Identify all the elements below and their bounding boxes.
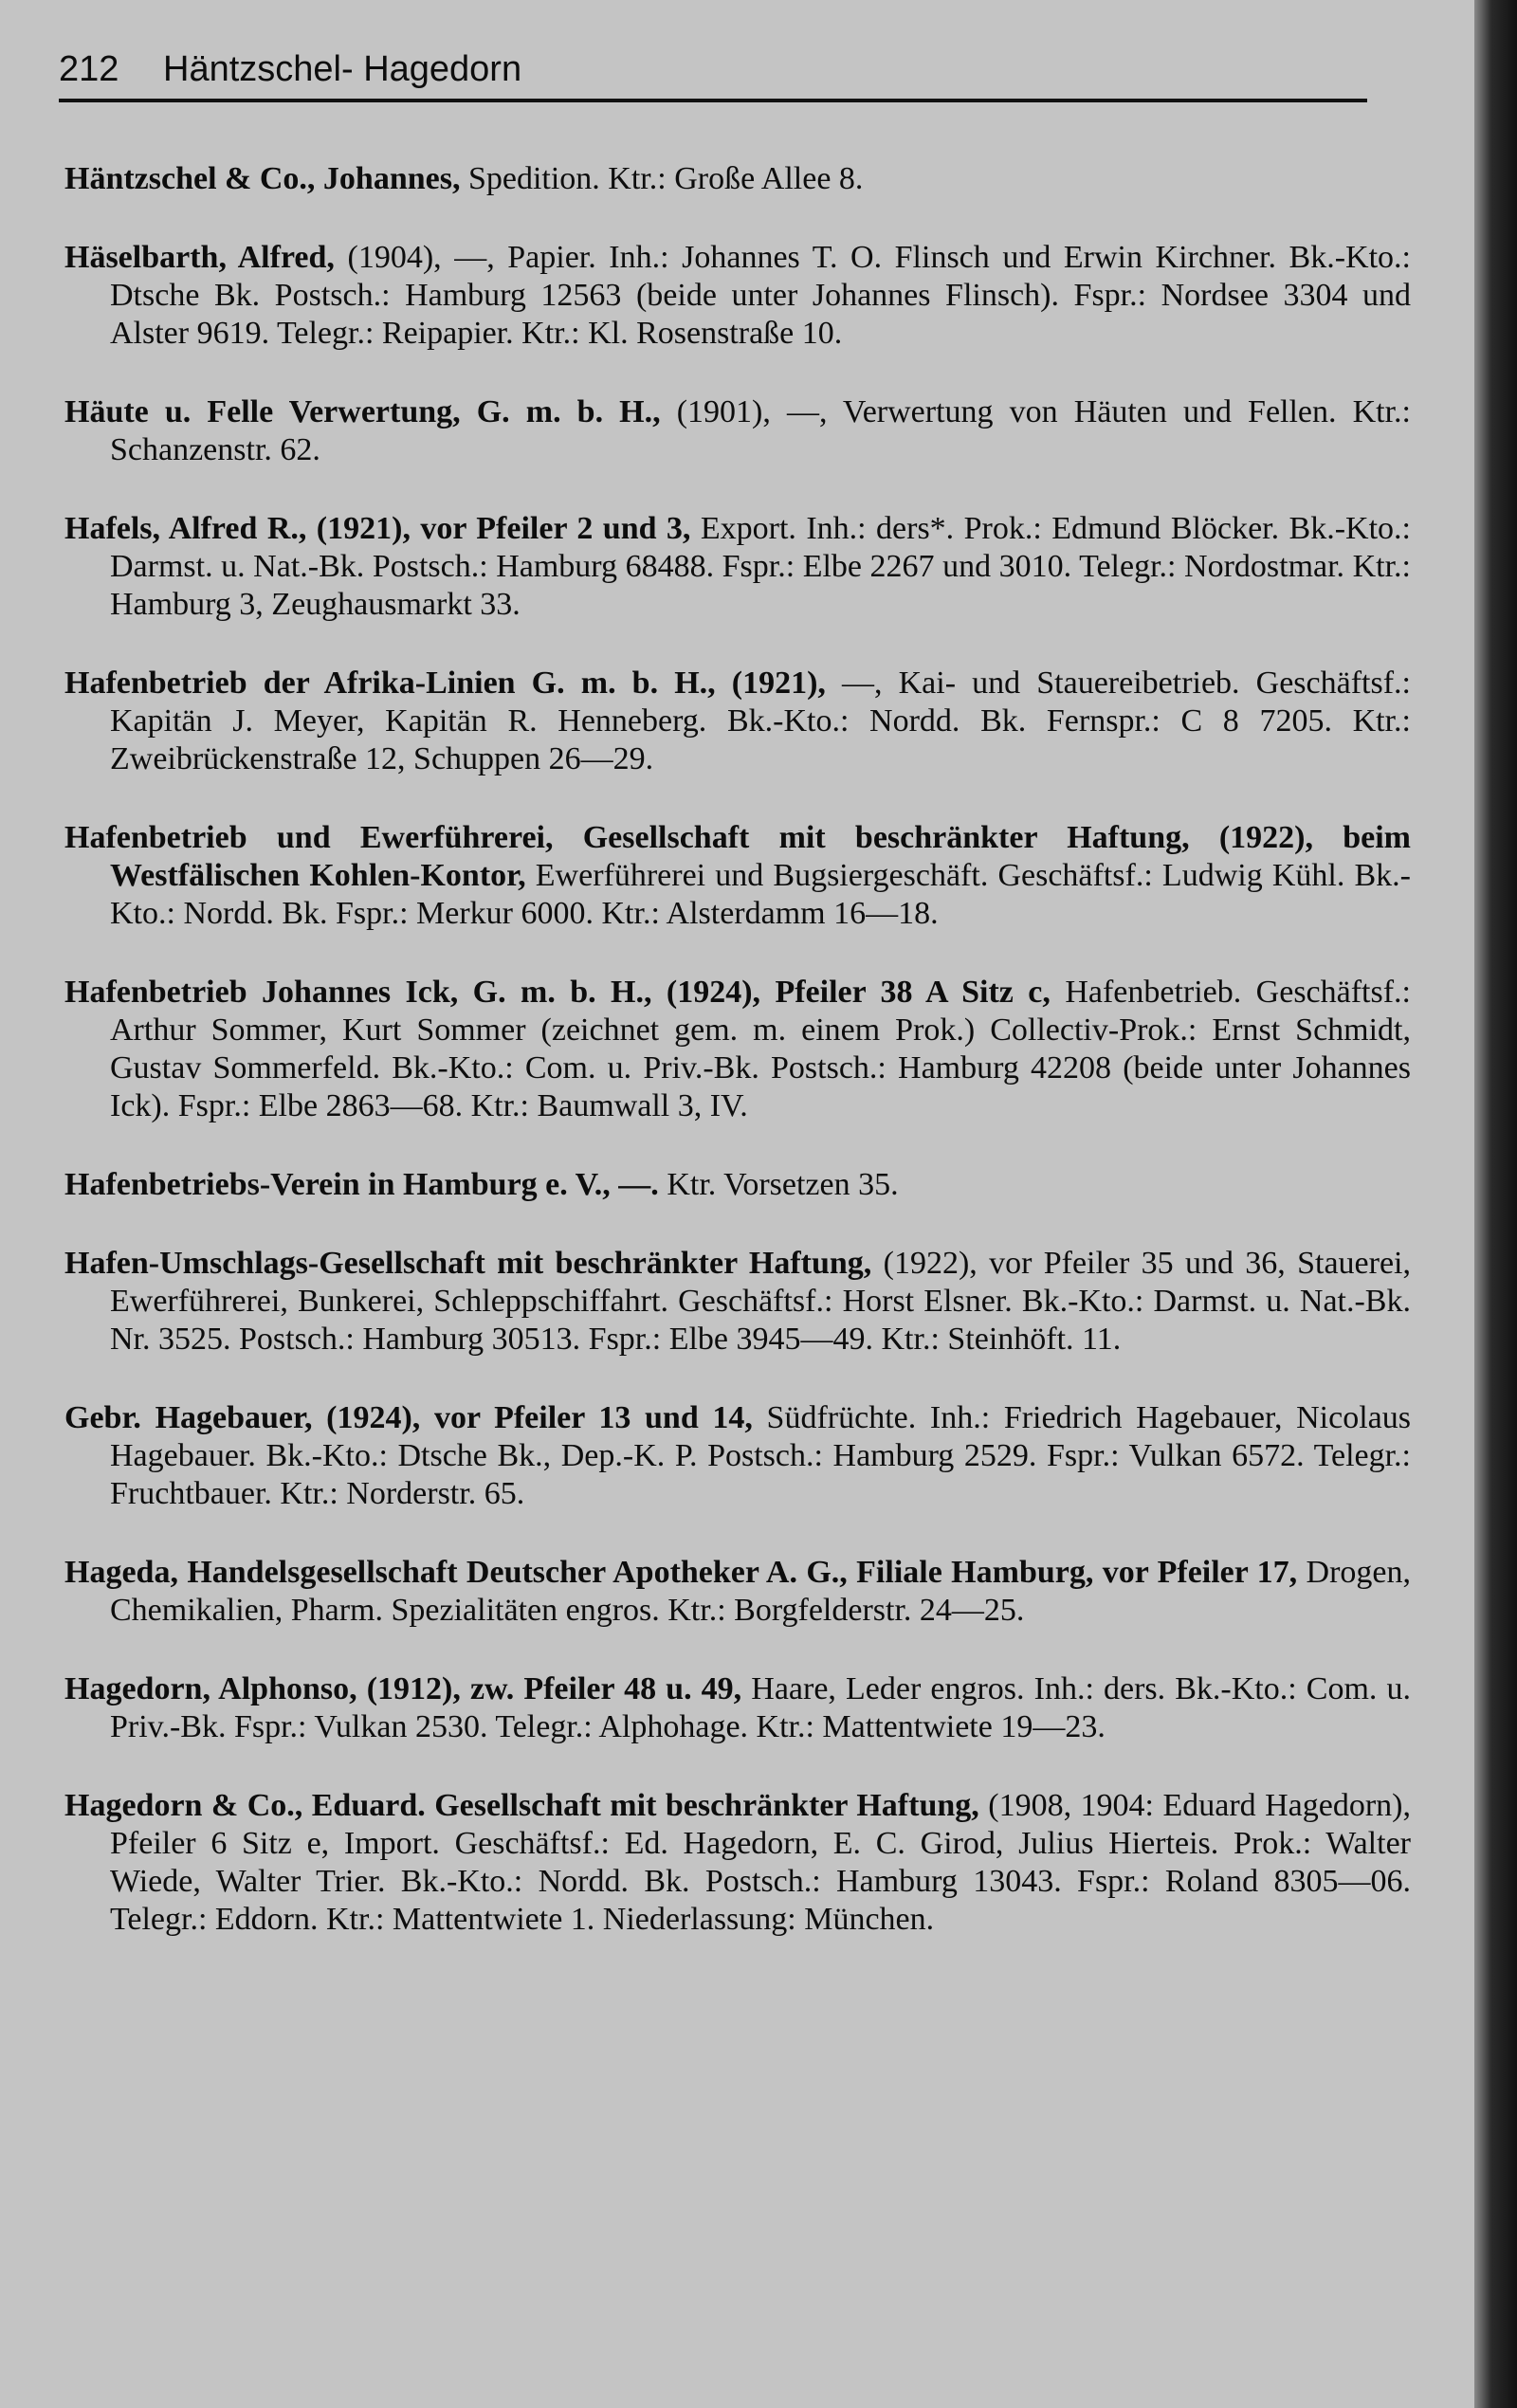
page-header <box>59 49 1367 90</box>
entry-details: (1904), —, Papier. Inh.: Johannes T. O. Flinsch und Erwin Kirchner. Bk.-Kto.: Dtsche Bk. Postsch.: Hamburg 12563 (beide unter Johannes Flinsch). Fspr.: Nordsee 3304 und Alster 9619. Telegr.: Reipapier. Ktr.: Kl. Rosenstraße 10. <box>110 240 1411 351</box>
entry-name: Häute u. Felle Verwertung, G. m. b. H., <box>64 394 661 429</box>
directory-entry <box>64 1245 1411 1359</box>
entry-name: Hafenbetrieb und Ewerführerei, Gesellschaft mit beschränkter Haftung, (1922), beim Westfälischen Kohlen-Kontor, <box>64 820 1411 893</box>
entry-details: Hafenbetrieb. Geschäftsf.: Arthur Sommer, Kurt Sommer (zeichnet gem. m. einem Prok.) Collectiv-Prok.: Ernst Schmidt, Gustav Sommerfeld. Bk.-Kto.: Com. u. Priv.-Bk. Postsch.: Hamburg 42208 (beide unter Johannes Ick). Fspr.: Elbe 2863—68. Ktr.: Baumwall 3, IV. <box>110 975 1412 1123</box>
entry-details: Südfrüchte. Inh.: Friedrich Hagebauer, Nicolaus Hagebauer. Bk.-Kto.: Dtsche Bk., Dep.-K. P. Postsch.: Hamburg 2529. Fspr.: Vulkan 6572. Telegr.: Fruchtbauer. Ktr.: Norderstr. 65. <box>110 1400 1411 1511</box>
entry-details: Drogen, Chemikalien, Pharm. Spezialitäten engros. Ktr.: Borgfelderstr. 24—25. <box>110 1555 1411 1628</box>
directory-entry <box>64 974 1411 1125</box>
page-edge-shadow <box>1474 0 1517 2408</box>
entry-details: Haare, Leder engros. Inh.: ders. Bk.-Kto.: Com. u. Priv.-Bk. Fspr.: Vulkan 2530. Telegr.: Alphohage. Ktr.: Mattentwiete 19—23. <box>110 1671 1411 1744</box>
directory-entry <box>64 1399 1411 1513</box>
entry-name: Hageda, Handelsgesellschaft Deutscher Apotheker A. G., Filiale Hamburg, vor Pfeiler 17, <box>64 1555 1298 1590</box>
directory-entry <box>64 239 1411 353</box>
directory-entry <box>64 1787 1411 1939</box>
running-head: Häntzschel- Hagedorn <box>163 49 522 89</box>
entry-details: (1901), —, Verwertung von Häuten und Fellen. Ktr.: Schanzenstr. 62. <box>110 394 1411 467</box>
entry-name: Hafenbetrieb der Afrika-Linien G. m. b. H., (1921), <box>64 666 826 701</box>
entry-details: Ktr. Vorsetzen 35. <box>658 1167 899 1202</box>
entry-name: Häselbarth, Alfred, <box>64 240 335 275</box>
entry-details: —, Kai- und Stauereibetrieb. Geschäftsf.: Kapitän J. Meyer, Kapitän R. Henneberg. Bk.-Kto.: Nordd. Bk. Fernspr.: C 8 7205. Ktr.: Zweibrückenstraße 12, Schuppen 26—29. <box>110 666 1411 776</box>
entry-details: Spedition. Ktr.: Große Allee 8. <box>460 161 864 196</box>
entry-list <box>64 128 1411 1979</box>
directory-entry <box>64 510 1411 624</box>
directory-entry <box>64 819 1411 933</box>
directory-entry <box>64 393 1411 469</box>
entry-name: Hafenbetrieb Johannes Ick, G. m. b. H., (1924), Pfeiler 38 A Sitz c, <box>64 975 1051 1010</box>
entry-name: Hafen-Umschlags-Gesellschaft mit beschränkter Haftung, <box>64 1246 872 1281</box>
entry-name: Hafels, Alfred R., (1921), vor Pfeiler 2 und 3, <box>64 511 691 546</box>
directory-entry <box>64 1670 1411 1746</box>
directory-entry <box>64 1554 1411 1630</box>
entry-name: Häntzschel & Co., Johannes, <box>64 161 461 196</box>
page-number: 212 <box>59 49 119 89</box>
entry-details: (1908, 1904: Eduard Hagedorn), Pfeiler 6 Sitz e, Import. Geschäftsf.: Ed. Hagedorn, E. C. Girod, Julius Hierteis. Prok.: Walter Wiede, Walter Trier. Bk.-Kto.: Nordd. Bk. Postsch.: Hamburg 13043. Fspr.: Roland 8305—06. Telegr.: Eddorn. Ktr.: Mattentwiete 1. Niederlassung: München. <box>110 1788 1411 1937</box>
entry-name: Hagedorn & Co., Eduard. Gesellschaft mit beschränkter Haftung, <box>64 1788 979 1823</box>
entry-details: Export. Inh.: ders*. Prok.: Edmund Blöcker. Bk.-Kto.: Darmst. u. Nat.-Bk. Postsch.: Hamburg 68488. Fspr.: Elbe 2267 und 3010. Telegr.: Nordostmar. Ktr.: Hamburg 3, Zeughausmarkt 33. <box>110 511 1411 622</box>
directory-entry <box>64 665 1411 778</box>
entry-name: Gebr. Hagebauer, (1924), vor Pfeiler 13 und 14, <box>64 1400 753 1435</box>
entry-name: Hafenbetriebs-Verein in Hamburg e. V., —. <box>64 1167 659 1202</box>
entry-details: Ewerführerei und Bugsiergeschäft. Geschäftsf.: Ludwig Kühl. Bk.-Kto.: Nordd. Bk. Fspr.: Merkur 6000. Ktr.: Alsterdamm 16—18. <box>110 858 1411 931</box>
entry-details: (1922), vor Pfeiler 35 und 36, Stauerei, Ewerführerei, Bunkerei, Schleppschiffahrt. Geschäftsf.: Horst Elsner. Bk.-Kto.: Darmst. u. Nat.-Bk. Nr. 3525. Postsch.: Hamburg 30513. Fspr.: Elbe 3945—49. Ktr.: Steinhöft. 11. <box>110 1246 1412 1357</box>
directory-entry <box>64 1166 1411 1204</box>
directory-entry <box>64 160 1411 198</box>
header-divider <box>59 99 1367 102</box>
entry-name: Hagedorn, Alphonso, (1912), zw. Pfeiler 48 u. 49, <box>64 1671 742 1706</box>
